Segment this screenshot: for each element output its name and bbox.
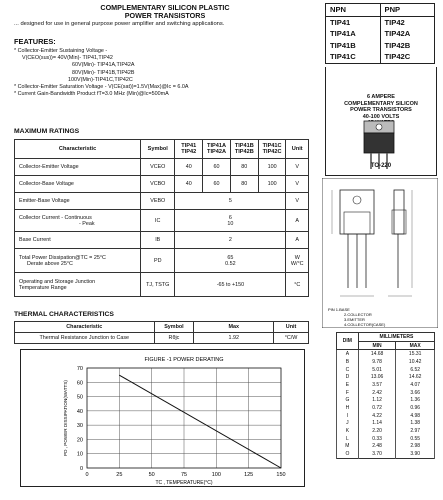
- cell: 1.12: [358, 397, 396, 405]
- cell: A: [286, 232, 309, 249]
- x-tick-label: 125: [244, 472, 254, 478]
- summary-line: POWER TRANSISTORS: [350, 107, 412, 114]
- cell: V: [286, 176, 309, 193]
- cell: 0.33: [358, 435, 396, 443]
- table-row: [337, 373, 435, 381]
- cell: V: [286, 159, 309, 176]
- y-tick-label: 40: [76, 408, 83, 415]
- cell: 2.48: [358, 443, 396, 451]
- col-header: Characteristic: [15, 140, 141, 159]
- table-row: [337, 381, 435, 389]
- cell: K: [337, 427, 359, 435]
- npn-part: TIP41: [326, 16, 381, 28]
- x-tick-label: 0: [85, 472, 89, 478]
- cell: Operating and Storage Junction Temperature Range: [15, 273, 141, 297]
- feature-line: * Collector-Emitter Sustaining Voltage -: [14, 48, 108, 54]
- x-axis-label: TC , TEMPERATURE(°C): [155, 480, 213, 486]
- x-tick-label: 75: [180, 472, 188, 478]
- cell: 0.55: [396, 435, 435, 443]
- dimensions-table: [336, 332, 435, 459]
- cell: 10.42: [396, 358, 435, 366]
- cell: Total Power Dissipation@TC = 25°C Derate above 25°C: [15, 249, 141, 273]
- table-row: [15, 193, 309, 210]
- cell: 2.97: [396, 427, 435, 435]
- derating-line: [119, 375, 281, 468]
- cell: A: [337, 350, 359, 358]
- cell: H: [337, 404, 359, 412]
- cell: G: [337, 397, 359, 405]
- pin-label: 3.EMITTER: [344, 317, 365, 322]
- feature-line: V(CEO(sus))= 40V(Min)- TIP41,TIP42: [22, 55, 113, 62]
- y-tick-label: 0: [79, 466, 83, 472]
- cell: C: [337, 366, 359, 374]
- table-row: [15, 273, 309, 297]
- npn-part: TIP41A: [326, 28, 381, 40]
- cell: 5: [175, 193, 286, 210]
- cell: VCBO: [141, 176, 175, 193]
- cell: TJ, TSTG: [141, 273, 175, 297]
- cell: Emitter-Base Voltage: [15, 193, 141, 210]
- pin-label: PIN 1.BASE: [328, 307, 350, 312]
- chart-svg: [21, 350, 304, 486]
- col-header: DIM: [337, 333, 359, 350]
- cell: 60: [203, 159, 231, 176]
- cell: 2: [175, 232, 286, 249]
- cell: D: [337, 373, 359, 381]
- cell: Collector Current - Continuous - Peak: [15, 210, 141, 232]
- description: ... designed for use in general purpose power amplifier and switching applications.: [14, 21, 225, 27]
- table-row: [15, 232, 309, 249]
- cell: 80: [230, 159, 258, 176]
- cell: Collector-Emitter Voltage: [15, 159, 141, 176]
- x-tick-label: 50: [148, 472, 155, 478]
- product-summary-box: [325, 67, 437, 176]
- chart-title: FIGURE -1 POWER DERATING: [144, 357, 224, 363]
- col-header: TIP41 TIP42: [175, 140, 203, 159]
- cell: 3.57: [358, 381, 396, 389]
- cell: L: [337, 435, 359, 443]
- y-tick-label: 70: [76, 366, 83, 372]
- cell: IB: [141, 232, 175, 249]
- y-axis-label: PD , POWER DISSIPATION(WATTS): [63, 380, 68, 456]
- thermal-heading: THERMAL CHARACTERISTICS: [14, 311, 114, 318]
- cell: Rθjc: [154, 333, 194, 344]
- cell: 60: [203, 176, 231, 193]
- cell: 3.70: [358, 450, 396, 458]
- x-tick-label: 150: [276, 472, 286, 478]
- col-header: MIN: [358, 341, 396, 350]
- cell: 14.62: [396, 373, 435, 381]
- cell: 3.66: [396, 389, 435, 397]
- feature-line: * Current Gain-Bandwidth Product fT=3.0 MHz (Min)@Ic=500mA: [14, 91, 169, 98]
- cell: A: [286, 210, 309, 232]
- cell: W W/°C: [286, 249, 309, 273]
- table-row: [337, 404, 435, 412]
- col-header: Unit: [286, 140, 309, 159]
- table-row: [337, 397, 435, 405]
- feature-line: 80V(Min)- TIP41B,TIP42B: [72, 69, 135, 76]
- table-row: [337, 389, 435, 397]
- cell: B: [337, 358, 359, 366]
- table-row: [15, 333, 309, 344]
- cell: VEBO: [141, 193, 175, 210]
- table-row: [337, 435, 435, 443]
- table-row: [15, 249, 309, 273]
- col-header: TIP41A TIP42A: [203, 140, 231, 159]
- summary-line: 40-100 VOLTS: [362, 113, 400, 120]
- y-tick-label: 20: [76, 437, 83, 444]
- x-tick-label: 100: [211, 472, 221, 478]
- cell: VCEO: [141, 159, 175, 176]
- table-row: [337, 366, 435, 374]
- table-row: [337, 450, 435, 458]
- pnp-header: PNP: [380, 4, 435, 17]
- cell: Base Current: [15, 232, 141, 249]
- cell: 1.14: [358, 420, 396, 428]
- col-header: TIP41C TIP42C: [258, 140, 286, 159]
- y-tick-label: 10: [76, 451, 83, 458]
- power-derating-chart: [20, 349, 305, 487]
- cell: 1.36: [396, 397, 435, 405]
- y-tick-label: 30: [76, 423, 83, 430]
- cell: J: [337, 420, 359, 428]
- cell: PD: [141, 249, 175, 273]
- cell: 80: [230, 176, 258, 193]
- npn-part: TIP41B: [326, 40, 381, 52]
- cell: IC: [141, 210, 175, 232]
- cell: M: [337, 443, 359, 451]
- cell: 0.96: [396, 404, 435, 412]
- cell: 2.20: [358, 427, 396, 435]
- cell: 2.98: [396, 443, 435, 451]
- col-header: Max: [194, 322, 274, 333]
- features-heading: FEATURES:: [14, 37, 56, 46]
- document-title: COMPLEMENTARY SILICON PLASTIC: [100, 3, 230, 12]
- cell: 2.42: [358, 389, 396, 397]
- cell: 14.68: [358, 350, 396, 358]
- pnp-part: TIP42A: [384, 29, 411, 39]
- pnp-part: TIP42B: [384, 40, 411, 50]
- cell: 3.90: [396, 450, 435, 458]
- cell: Collector-Base Voltage: [15, 176, 141, 193]
- pin-label: 4.COLLECTOR(CASE): [344, 322, 386, 327]
- table-row: [337, 427, 435, 435]
- feature-line: 100V(Min)-TIP41C,TIP42C: [68, 76, 133, 83]
- cell: 100: [258, 176, 286, 193]
- cell: E: [337, 381, 359, 389]
- table-row: [337, 412, 435, 420]
- y-tick-label: 50: [76, 394, 83, 401]
- pnp-part: TIP42: [384, 17, 405, 27]
- cell: °C: [286, 273, 309, 297]
- table-row: [337, 420, 435, 428]
- cell: 1.92: [194, 333, 274, 344]
- col-header: MAX: [396, 341, 435, 350]
- cell: °C/W: [274, 333, 309, 344]
- cell: O: [337, 450, 359, 458]
- thermal-table: [14, 321, 309, 344]
- pnp-part: TIP42C: [384, 52, 411, 62]
- table-row: [337, 443, 435, 451]
- cell: 40: [175, 159, 203, 176]
- feature-line: * Collector-Emitter Saturation Voltage - V(CE(sat))=1.5V(Max)@Ic = 6.0A: [14, 84, 189, 91]
- cell: 1.38: [396, 420, 435, 428]
- cell: 13.06: [358, 373, 396, 381]
- table-row: [337, 358, 435, 366]
- part-number-table: [325, 3, 435, 64]
- cell: 15.31: [396, 350, 435, 358]
- col-header: Symbol: [154, 322, 194, 333]
- table-row: [337, 350, 435, 358]
- npn-header: NPN: [326, 4, 381, 17]
- col-header: TIP41B TIP42B: [230, 140, 258, 159]
- col-header: Characteristic: [15, 322, 155, 333]
- cell: 4.98: [396, 412, 435, 420]
- cell: 6.52: [396, 366, 435, 374]
- table-row: [15, 159, 309, 176]
- summary-line: 6 AMPERE: [367, 94, 395, 100]
- cell: 9.78: [358, 358, 396, 366]
- cell: 6 10: [175, 210, 286, 232]
- cell: -65 to +150: [175, 273, 286, 297]
- y-tick-label: 60: [76, 380, 83, 387]
- cell: 65 0.52: [175, 249, 286, 273]
- max-ratings-table: [14, 139, 309, 297]
- max-ratings-heading: MAXIMUM RATINGS: [14, 128, 80, 135]
- cell: 100: [258, 159, 286, 176]
- cell: F: [337, 389, 359, 397]
- cell: Thermal Resistance Junction to Case: [15, 333, 155, 344]
- col-header: Unit: [274, 322, 309, 333]
- summary-line: COMPLEMENTARY SILICON: [344, 100, 418, 107]
- npn-part: TIP41C: [326, 51, 381, 63]
- cell: I: [337, 412, 359, 420]
- table-row: [15, 210, 309, 232]
- features-list: [14, 48, 319, 98]
- feature-line: 60V(Min)- TIP41A,TIP42A: [72, 62, 135, 69]
- package-label: TO-220: [370, 163, 392, 169]
- pin-label: 2.COLLECTOR: [344, 312, 372, 317]
- cell: 40: [175, 176, 203, 193]
- x-tick-label: 25: [116, 472, 123, 478]
- document-subtitle: POWER TRANSISTORS: [124, 11, 206, 20]
- cell: 4.22: [358, 412, 396, 420]
- cell: 0.72: [358, 404, 396, 412]
- col-header: Symbol: [141, 140, 175, 159]
- cell: 4.07: [396, 381, 435, 389]
- cell: V: [286, 193, 309, 210]
- table-row: [15, 176, 309, 193]
- cell: 5.01: [358, 366, 396, 374]
- col-header: MILLIMETERS: [358, 333, 434, 342]
- package-outline-drawing: [322, 178, 438, 328]
